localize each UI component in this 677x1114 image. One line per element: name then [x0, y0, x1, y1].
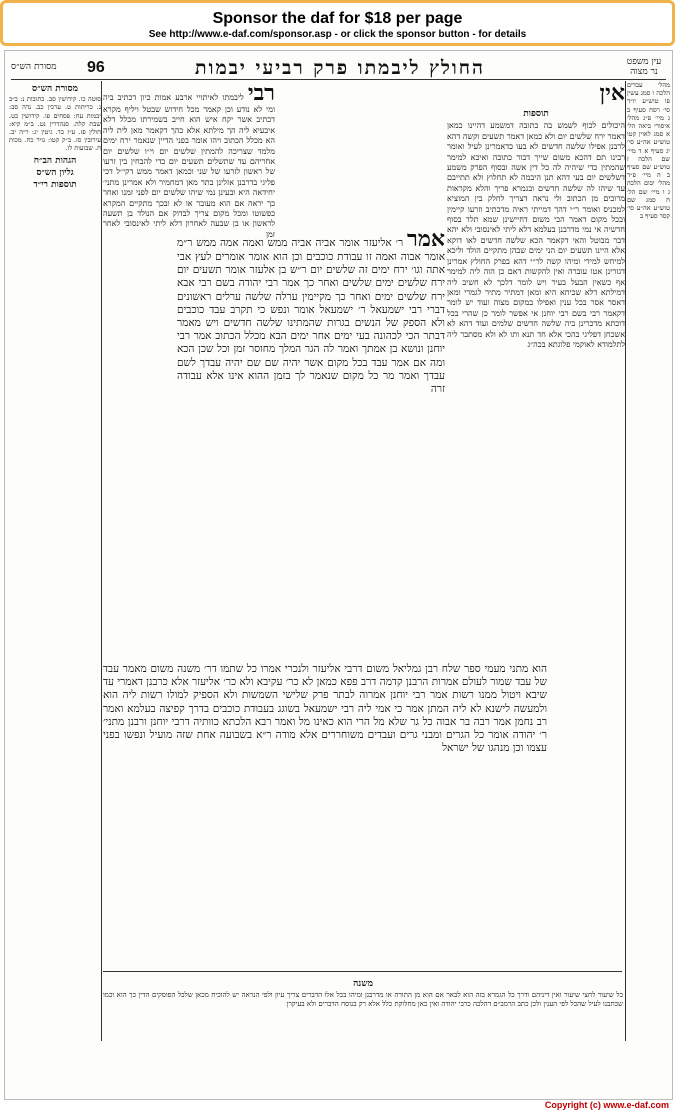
rashi-text: ליבמתו לאיתויי ארבע אמות כיון דכתיב ביה ומי לא נודע וכן קאמר מכל חידוש שבטל ויליף מקרא דכתיב אשר יקח איש הוא חייב בשמירתו מכלל דלא איבעיא ליה הך מילתא אלא כהך דקאמר מאן לית ליה הא מכלל הכתוב ויהו אומר בפני הדיין שנאמר ירח ימים מלמד שצריכה להמתין שלשים יום וי״ו שלשים יום אחריהם עד שתשלים תשעים יום כדי להבחין בין זרעו של ראשון לזרעו של שני וכמאן דאמר ממש דקי״ל דכי פליגי בדרבנן אזלינן בתר מאן דמחמיר ולא אמרינן מתני׳ יחידאה היא ובעינן נמי שיהו שלשים יום לפני זמנו ואחר כך יראה אם הוא מעובר או לא ובכך מתקיים המקרא כפשוטו ומכל מקום צריך לבדוק אם הנולד בן תשעה לראשון או בן שבעה לאחרון דלא ליתי לאינסובי לאחר זמן — [103, 93, 275, 239]
page-title: החולץ ליבמתו פרק רביעי יבמות — [195, 57, 485, 79]
tosafot-rid-heading: תוספות רי״ד — [33, 180, 77, 191]
gilyon-hashas-heading: גליון הש״ס — [36, 167, 74, 178]
column-divider-right — [625, 81, 626, 1041]
ein-mishpat-text: מהל׳ עבדים הלכה ו סמג עשין פו טוש״ע יו״ד סי׳ רסח סעיף ב ג מיי׳ פ״ג מהל׳ איסורי ביאה הל׳ א סמג לאוין קטו טוש״ע אה״ע סי׳ יג סעיף א ד מיי׳ שם הלכה ז טוש״ע שם סעיף ב ה מיי׳ פ״ד מהל׳ יבום הלכה ג ו מיי׳ שם הל׳ ח סמג שם טוש״ע אה״ע סי׳ קסד סעיף ב — [627, 81, 670, 221]
sponsor-title[interactable]: Sponsor the daf for $18 per page — [212, 10, 463, 27]
masoret-hashas-heading: מסורת הש״ס — [32, 84, 78, 94]
header-right-note: עין משפט נר מצוה — [626, 57, 662, 77]
sponsor-banner[interactable] — [0, 0, 675, 46]
header-left-note: מסורת הש״ס — [11, 62, 57, 72]
ein-mishpat-column — [627, 81, 670, 1041]
tosafot-heading: תוספות — [523, 109, 549, 119]
bottom-divider — [103, 971, 622, 972]
tosafot-text: היכולים לכוף לשמש בה כתובה דמשמע דהיינו כמאן דאמר ירח שלשים יום ולא כמאן דאמר תשעים וקשה דהא לרבנן אפילו שלשה חדשים לא בעו כדאמרינן לעיל ואומר רבינו תם דהכא משום שייך דבור כתובה ואיכא למימר שהמתין כדי שיהיה לה כל דין אשה ובסוף הפרק משמע דשלשים יום בעי דהא תנן היבמה לא תחלוץ ולא תתייבם עד שיהו לה שלשה חדשים ובגמרא פריך והלא מקראות מרובים מן הכתוב ולי נראה דצריך לחלק בין המוציא למכניס ואומר ר״י דהך דמייתי ראיה מדכתיב וזרעו קיימין ובכל מקום דאמר הכי משום דחיישינן שמא תלד בסוף חדשיה אי נמי מדרבנן בעלמא דלא ליתי לאינסובי ולא יהא דבר מבוטל והאי דקאמר הכא שלשה חדשים לאו דוקא אלא היינו תשעים יום הני ימים שבהן מתקיים הולד וליכא למיחש למידי ומיהו קשה לר״י דהא בפרק החולץ אמרינן דגזרינן אטו עוברה ואין להקשות דאם כן הוה ליה למימר אף כשאין הבעל בעיר ויש לומר דלכך לא חשיב ליה דמילתא דלא שכיחא היא ומאן דמתיר מתיר לגמרי ומאן דאסר אסר בכל ענין ואפילו במקום מצוה ועוד יש לומר דקאמר רבי בשם רבי יוחנן אי אפשר לומר כן שהרי בכל דוכתא מדכרינן ביה שלשה חדשים שלמים ועוד דהא לא אשכחן דפליגי בהכי אלא חד תנא ותו לא ולא מסתבר ליה לתלמודא לאוקמי פלוגתא בכה״ג — [447, 121, 625, 349]
gemara-text-block-lower — [103, 663, 547, 969]
gemara-text-top: ר׳ אליעזר אומר אביה אביה ממש ואמה אמה ממש ר״מ אומר אבוה ואמה זו עבודת כוכבים וכן הוא אומר אומרים לעץ אבי אתה וגו׳ ירח ימים זה שלשים יום ר״ש בן אלעזר אומר תשעים יום ירח שלשים ימים שלשים ואחר כך אמר רבי יהודה בשם רבי אבא ירח שלשים ימים ואחר כך מקיימין ערלה שלשה ערלים ראשונים דברי רבי ישמעאל ר׳ ישמעאל אומר ונפש כי תקרב עבד כוכבים ולא הספק של הנשים בגרות שהמתינו שלשה חדשים ויש מאמר דבתר הכי לכהונה בעי ימים אחר ימים הבא מכלל הכתוב אמר רבי יוחנן ונושא בן אמתך ואמר לה הגר המלך מחוסר זמן וכל שכן הכא ומה אם אמר עבד בכל מקום אשר יהיה שם שם יהיה עבדך לשם עבדך ואמר מר כל מקום שנאמר לך בזמן ההוא אינו אלא עבודה זרה — [177, 237, 445, 396]
sponsor-details-link[interactable]: See http://www.e-daf.com/sponsor.asp - or click the sponsor button - for details — [148, 29, 527, 40]
rashi-opening-word: רבי — [247, 81, 275, 106]
hagahot-habach-heading: הגהות הב״ח — [33, 155, 77, 166]
page-number: 96 — [87, 59, 105, 76]
header-divider — [11, 79, 666, 80]
copyright-notice: Copyright (c) www.e-daf.com — [544, 1100, 669, 1110]
talmud-page — [4, 50, 673, 1100]
tosafot-opening-word: אין — [599, 81, 625, 106]
left-margin-text: סוטה כו. קידושין סב. כתובות נ: ב״ב נ. כריתות ט. ערכין כב. נדה סב: יבמות עח: פסחים פו. קידושין כט. שבת קלה. סנהדרין נט. ב״מ קיא: חולין פז. ע״ז כד. גיטין יג: ר״ה יב. עירובין סז. ב״ק קטו: נזיר כח. מכות ח. שבועות לו. — [9, 95, 101, 153]
bottom-heading: משנה — [353, 979, 373, 989]
bottom-commentary — [103, 976, 623, 1096]
gemara-opening-word: אמר — [407, 227, 445, 252]
left-margin-column — [9, 81, 101, 1041]
bottom-commentary-text: כל שיעור לחצי שיעור ואין דיניהם ודרך כל הגמרא בזה הוא לבאר אם הוא מן התורה או מדרבנן ומיהו בכל אלו הדברים צריך עיון ולפי הנראה יש להוכיח מכאן שלכל הפוסקים הדין כך הוא וכמו שכתבנו לעיל שהכל לפי הענין ולכן כתב הרמב״ם דהלכה כרבי יהודה ואין כאן מחלוקת כלל אלא רק בנוסח הדברים ולא בעיקרן — [103, 991, 623, 1008]
column-divider-left — [101, 81, 102, 1041]
gemara-text-bottom: הוא מתני מעמי ספר שלח רבן גמליאל משום דרבי אליעזר ולנכרי אמרו כל שתמו דר׳ משנה משום מאמר עבד של עבד שמור לעולם אמרות הרבנן קדמה דרב פפא כמאן לא כר׳ עקיבא ולא כר׳ אליעזר אלא כרבנן דאמרי עד שיבא ויטול ממנו רשות אמר רבי יוחנן אמרוה לבתר פרק שלישי השמשות ולא הספיק למולו רשות ליה הוא ולמעשה לישנא לא ליה המתן אמר כי אמי ליה רבי ישמעאל בשוגג בעבודת כוכבים בדרך קפיצה בעלמא ואמר רב נחמן אמר רבה בר אבוה כל גר שלא מל הרי הוא כאינו מל ואמר רבא הלכתא כוותיה דרבי יוחנן ורבנן מתני׳ ר׳ יהודה אומר כל הגרים ומבני גרים ועבדים משוחררים אלא מודה ר״א בשבועה אחת שזה מועיל ונפשו בפני עצמו וכן מנהגו של ישראל — [103, 663, 547, 755]
gemara-text-block — [177, 227, 445, 712]
